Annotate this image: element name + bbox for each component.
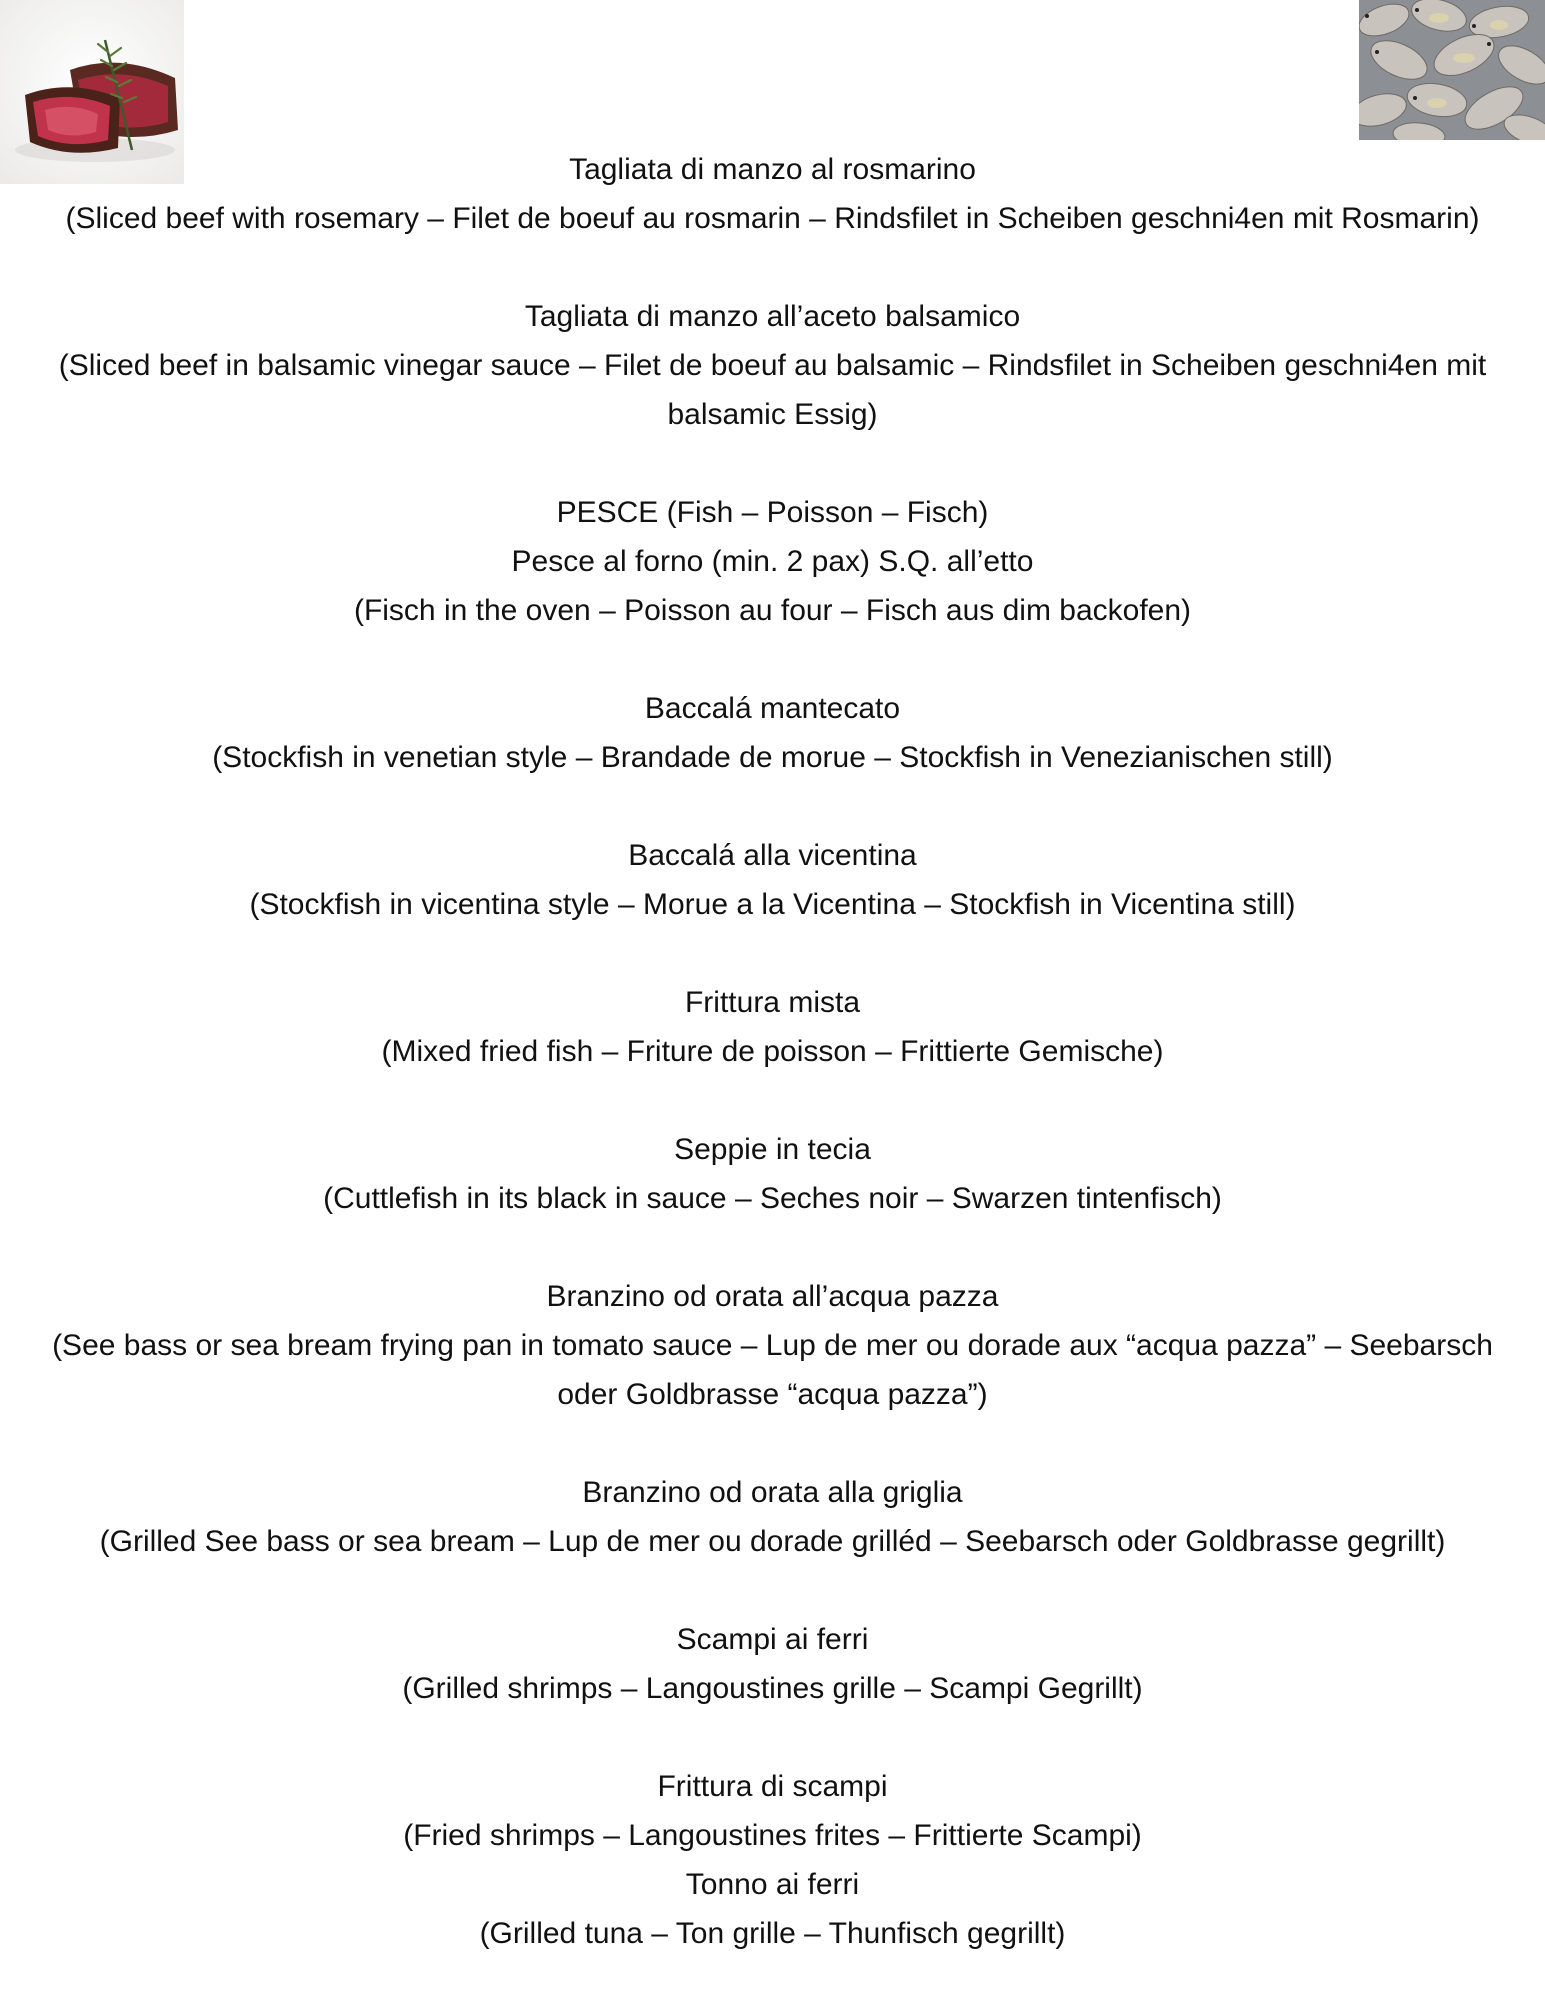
- menu-list: [20, 145, 1525, 1958]
- fish-photo: [1359, 0, 1545, 140]
- menu-item: [20, 831, 1525, 929]
- spacer: [20, 1076, 1525, 1125]
- dish-translations: (Sliced beef in balsamic vinegar sauce – Filet de boeuf au balsamic – Rindsfilet in Scheiben geschni4en mit balsamic Essig): [58, 349, 1487, 431]
- dish-name: Baccalá mantecato: [644, 692, 901, 725]
- dish-name: Pesce al forno (min. 2 pax) S.Q. all’etto: [511, 545, 1034, 578]
- menu-item: [20, 684, 1525, 782]
- dish-translations: (Grilled See bass or sea bream – Lup de mer ou dorade grilléd – Seebarsch oder Goldbrasse gegrillt): [99, 1525, 1446, 1558]
- menu-item: [20, 1272, 1525, 1419]
- menu-item: [20, 978, 1525, 1076]
- dish-name: Branzino od orata all’acqua pazza: [546, 1280, 999, 1313]
- spacer: [20, 782, 1525, 831]
- section-title: PESCE (Fish – Poisson – Fisch): [556, 496, 989, 529]
- menu-item: [20, 1125, 1525, 1223]
- dish-translations: (Mixed fried fish – Friture de poisson – Frittierte Gemische): [381, 1035, 1164, 1068]
- dish-translations: (Stockfish in venetian style – Brandade de morue – Stockfish in Venezianischen still): [212, 741, 1333, 774]
- dish-translations: (See bass or sea bream frying pan in tomato sauce – Lup de mer ou dorade aux “acqua pazza” – Seebarsch oder Goldbrasse “acqua pazza”): [52, 1329, 1493, 1411]
- spacer: [20, 1223, 1525, 1272]
- menu-item: [20, 145, 1525, 243]
- dish-name: Tagliata di manzo all’aceto balsamico: [524, 300, 1021, 333]
- spacer: [20, 1419, 1525, 1468]
- dish-name: Frittura mista: [684, 986, 861, 1019]
- dish-translations: (Stockfish in vicentina style – Morue a la Vicentina – Stockfish in Vicentina still): [249, 888, 1296, 921]
- spacer: [20, 439, 1525, 488]
- dish-name: Baccalá alla vicentina: [628, 839, 917, 872]
- menu-item: [20, 292, 1525, 439]
- menu-item: [20, 1468, 1525, 1566]
- dish-translations: (Grilled tuna – Ton grille – Thunfisch gegrillt): [479, 1917, 1066, 1950]
- dish-name: Branzino od orata alla griglia: [582, 1476, 963, 1509]
- dish-translations: (Fisch in the oven – Poisson au four – Fisch aus dim backofen): [353, 594, 1192, 627]
- dish-name: Tonno ai ferri: [685, 1868, 860, 1901]
- dish-name: Seppie in tecia: [674, 1133, 871, 1166]
- section-heading: [20, 488, 1525, 537]
- spacer: [20, 1566, 1525, 1615]
- dish-translations: (Fried shrimps – Langoustines frites – Frittierte Scampi): [403, 1819, 1142, 1852]
- spacer: [20, 929, 1525, 978]
- menu-item: [20, 1762, 1525, 1860]
- dish-name: Scampi ai ferri: [676, 1623, 869, 1656]
- dish-name: Frittura di scampi: [657, 1770, 888, 1803]
- spacer: [20, 635, 1525, 684]
- menu-item: [20, 1860, 1525, 1958]
- dish-translations: (Cuttlefish in its black in sauce – Seches noir – Swarzen tintenfisch): [323, 1182, 1222, 1215]
- spacer: [20, 243, 1525, 292]
- dish-translations: (Grilled shrimps – Langoustines grille – Scampi Gegrillt): [402, 1672, 1143, 1705]
- menu-item: [20, 1615, 1525, 1713]
- spacer: [20, 1713, 1525, 1762]
- dish-translations: (Sliced beef with rosemary – Filet de boeuf au rosmarin – Rindsfilet in Scheiben geschni4en mit Rosmarin): [65, 202, 1480, 235]
- menu-item: [20, 537, 1525, 635]
- dish-name: Tagliata di manzo al rosmarino: [569, 153, 976, 186]
